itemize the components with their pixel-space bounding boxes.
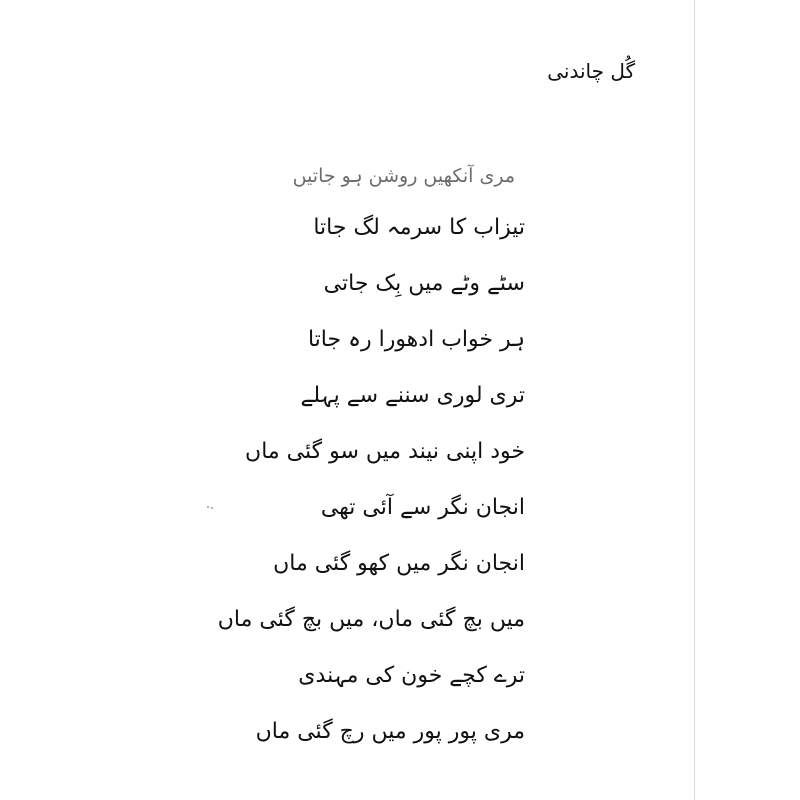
poem-line: ترے کچے خون کی مہندی (298, 663, 525, 688)
poem-line: خود اپنی نیند میں سو گئی ماں (245, 439, 525, 464)
running-head: گُل چاندنی (547, 59, 635, 83)
poem-line: انجان نگر میں کھو گئی ماں (273, 551, 525, 576)
poem-line: انجان نگر سے آئی تھی (320, 495, 525, 520)
poem-line: مری آنکھیں روشن ہو جاتیں (292, 165, 515, 187)
page-edge-divider (694, 0, 695, 800)
poem-line: سٹے وٹے میں بِک جاتی (323, 271, 525, 296)
poem-line: تیزاب کا سرمہ لگ جاتا (313, 215, 525, 240)
poem-block (217, 160, 525, 772)
ink-speck (207, 506, 215, 509)
poem-line: ہر خواب ادھورا رہ جاتا (307, 327, 525, 352)
poem-line: میں بچ گئی ماں، میں بچ گئی ماں (217, 607, 525, 632)
poem-line: مری پور پور میں رچ گئی ماں (255, 719, 525, 744)
poem-line: تری لوری سننے سے پہلے (300, 383, 525, 408)
